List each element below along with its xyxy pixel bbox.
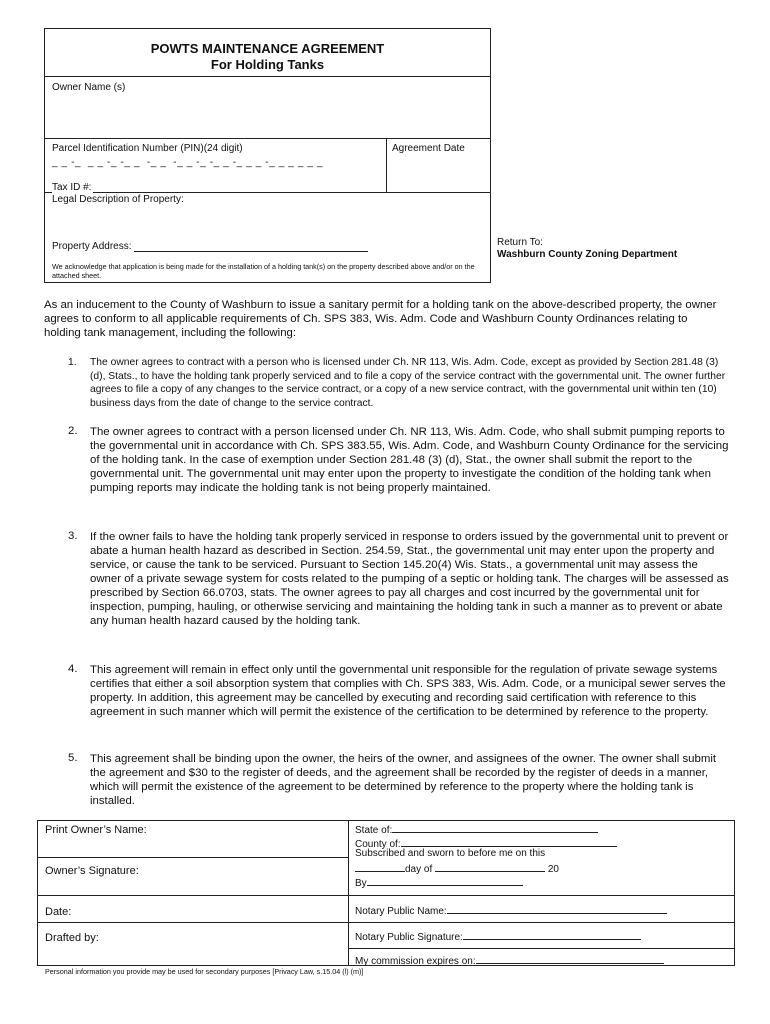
return-to-label: Return To: [497,237,543,248]
clause-text: The owner agrees to contract with a person who is licensed under Ch. NR 113, Wis. Adm. Code, except as provided by Section 281.48 (3) (d), Stats., to have the holding tank properly serviced and to file a copy of the service contract with the governmental unit. The owner further agrees to file a copy of any changes to the service contract, or a copy of a new service contract, with the governmental unit within ten (10) business days from the date of change to the service contract. [90,357,726,409]
day-of-row [355,861,725,876]
notary-name-row [355,903,730,918]
clause-text: This agreement shall be binding upon the owner, the heirs of the owner, and assignees of the owner. The owner shall submit the agreement and $30 to the register of deeds, and the agreement shall be recorded by the register of deeds in a manner, which will permit the existence of the agreement to be determined by reference to the property where the holding tank is installed. [90,753,717,807]
notary-signature-row [355,929,730,944]
sig-row-line-3 [37,922,735,923]
commission-row [355,953,730,968]
clause-number: 2. [68,425,78,437]
divider-owner [44,138,491,139]
commission-field[interactable] [476,953,664,964]
agreement-date-field[interactable] [388,158,488,190]
owner-name-field[interactable] [46,96,489,136]
property-address-field[interactable] [134,238,368,251]
year-prefix: 20 [547,864,559,875]
pin-label: Parcel Identification Number (PIN)(24 digit) [52,143,243,154]
commission-label: My commission expires on: [355,956,476,967]
drafted-by-field[interactable] [110,924,345,964]
divider-date-column [386,138,387,192]
intro-paragraph: As an inducement to the County of Washburn to issue a sanitary permit for a holding tank on the above-described property, the owner agrees to conform to all applicable requirements of Ch. SPS 383, Wis. Adm. Code and Washburn County Ordinances relating to holding tank management, including the following: [44,299,717,339]
day-of-text: day of [405,864,433,875]
clause-text: If the owner fails to have the holding tank properly serviced in response to orders issued by the governmental unit to prevent or abate a human health hazard as described in Section. 254.59, Stat., the governmental unit may enter upon the property and service, or cause the tank to be serviced. Pursuant to Section 145.20(4) Wis. Stats., a governmental unit may assess the owner of a private sewage system for costs related to the pumping of a septic or holding tank. The charges will be assessed as prescribed by Section 66.0703, stats. The owner agrees to pay all charges and cost incurred by the governmental unit for inspection, pumping, hauling, or otherwise servicing and maintaining the holding tank in such a manner as to prevent or abate any human health hazard caused by the holding tank. [90,531,729,627]
county-of-label: County of: [355,839,401,850]
month-field[interactable] [435,861,545,872]
acknowledge-text: We acknowledge that application is being made for the installation of a holding tank(s) on the property described above and/or on the attached sheet. [52,262,475,280]
clause-text: The owner agrees to contract with a person licensed under Ch. NR 113, Wis. Adm. Code, who shall submit pumping reports to the governmental unit in accordance with Ch. SPS 383.55, Wis. Adm. Code, and Washburn County Ordinance for the servicing of the holding tank. In the case of exemption under Section 281.48 (3) (d), Stat., the owner shall submit the report to the governmental unit. The governmental unit may enter upon the property to investigate the condition of the holding tank when pumping reports may indicate the holding tank is not being properly maintained. [90,426,729,494]
date-field[interactable] [90,897,345,920]
state-of-field[interactable] [392,822,598,833]
sig-row-line-4 [348,948,735,949]
privacy-footer: Personal information you provide may be used for secondary purposes [Privacy Law, s.15.04 (l) (m)] [45,967,364,976]
clause-number: 3. [68,530,78,542]
clause-number: 5. [68,752,78,764]
state-of-label: State of: [355,825,393,836]
date-label: Date: [45,906,72,918]
print-owner-name-field[interactable] [160,822,345,855]
legal-description-label: Legal Description of Property: [52,194,184,205]
signature-divider [348,820,349,966]
subscribed-text: Subscribed and sworn to before me on this [355,848,546,859]
pin-field[interactable]: _ _ -_ _ _ -_ -_ _ -_ _ -_ _ -_ -_ _ -_ _ _ -_ _ _ _ _ _ [52,157,324,168]
clause-number: 4. [68,663,78,675]
by-row [355,875,725,890]
notary-name-field[interactable] [447,903,667,914]
notary-signature-label: Notary Public Signature: [355,932,463,943]
divider-pin [44,192,491,193]
document-subtitle: For Holding Tanks [210,57,325,72]
state-of-row [355,822,725,837]
notary-name-label: Notary Public Name: [355,906,447,917]
owner-signature-field[interactable] [160,859,345,893]
sig-row-line-1 [37,857,348,858]
sig-row-line-2 [37,895,735,896]
print-owner-name-label: Print Owner’s Name: [45,824,147,836]
tax-id-label: Tax ID #: [52,182,92,193]
legal-description-field[interactable] [46,207,489,237]
county-of-field[interactable] [401,836,617,847]
owner-name-label: Owner Name (s) [52,82,126,93]
day-field[interactable] [355,861,405,872]
drafted-by-label: Drafted by: [45,932,99,944]
agreement-date-label: Agreement Date [392,143,465,154]
clause-text: This agreement will remain in effect only until the governmental unit responsible for the regulation of private sewage systems certifies that either a soil absorption system that complies with Ch. SPS 383, Wis. Adm. Code, or a municipal sewer serves the property. In addition, this agreement may be cancelled by executing and recording said certification with reference to this agreement in such manner which will permit the existence of the certification to be determined by reference to the property. [90,664,726,718]
notary-signature-field[interactable] [463,929,641,940]
property-address-line [134,251,368,252]
owner-signature-label: Owner’s Signature: [45,865,139,877]
divider-title [44,76,491,77]
property-address-label: Property Address: [52,241,132,252]
by-field[interactable] [367,875,523,886]
by-label: By [355,878,367,889]
return-to-value: Washburn County Zoning Department [497,249,678,260]
document-title: POWTS MAINTENANCE AGREEMENT [150,41,385,56]
clause-number: 1. [68,357,77,368]
